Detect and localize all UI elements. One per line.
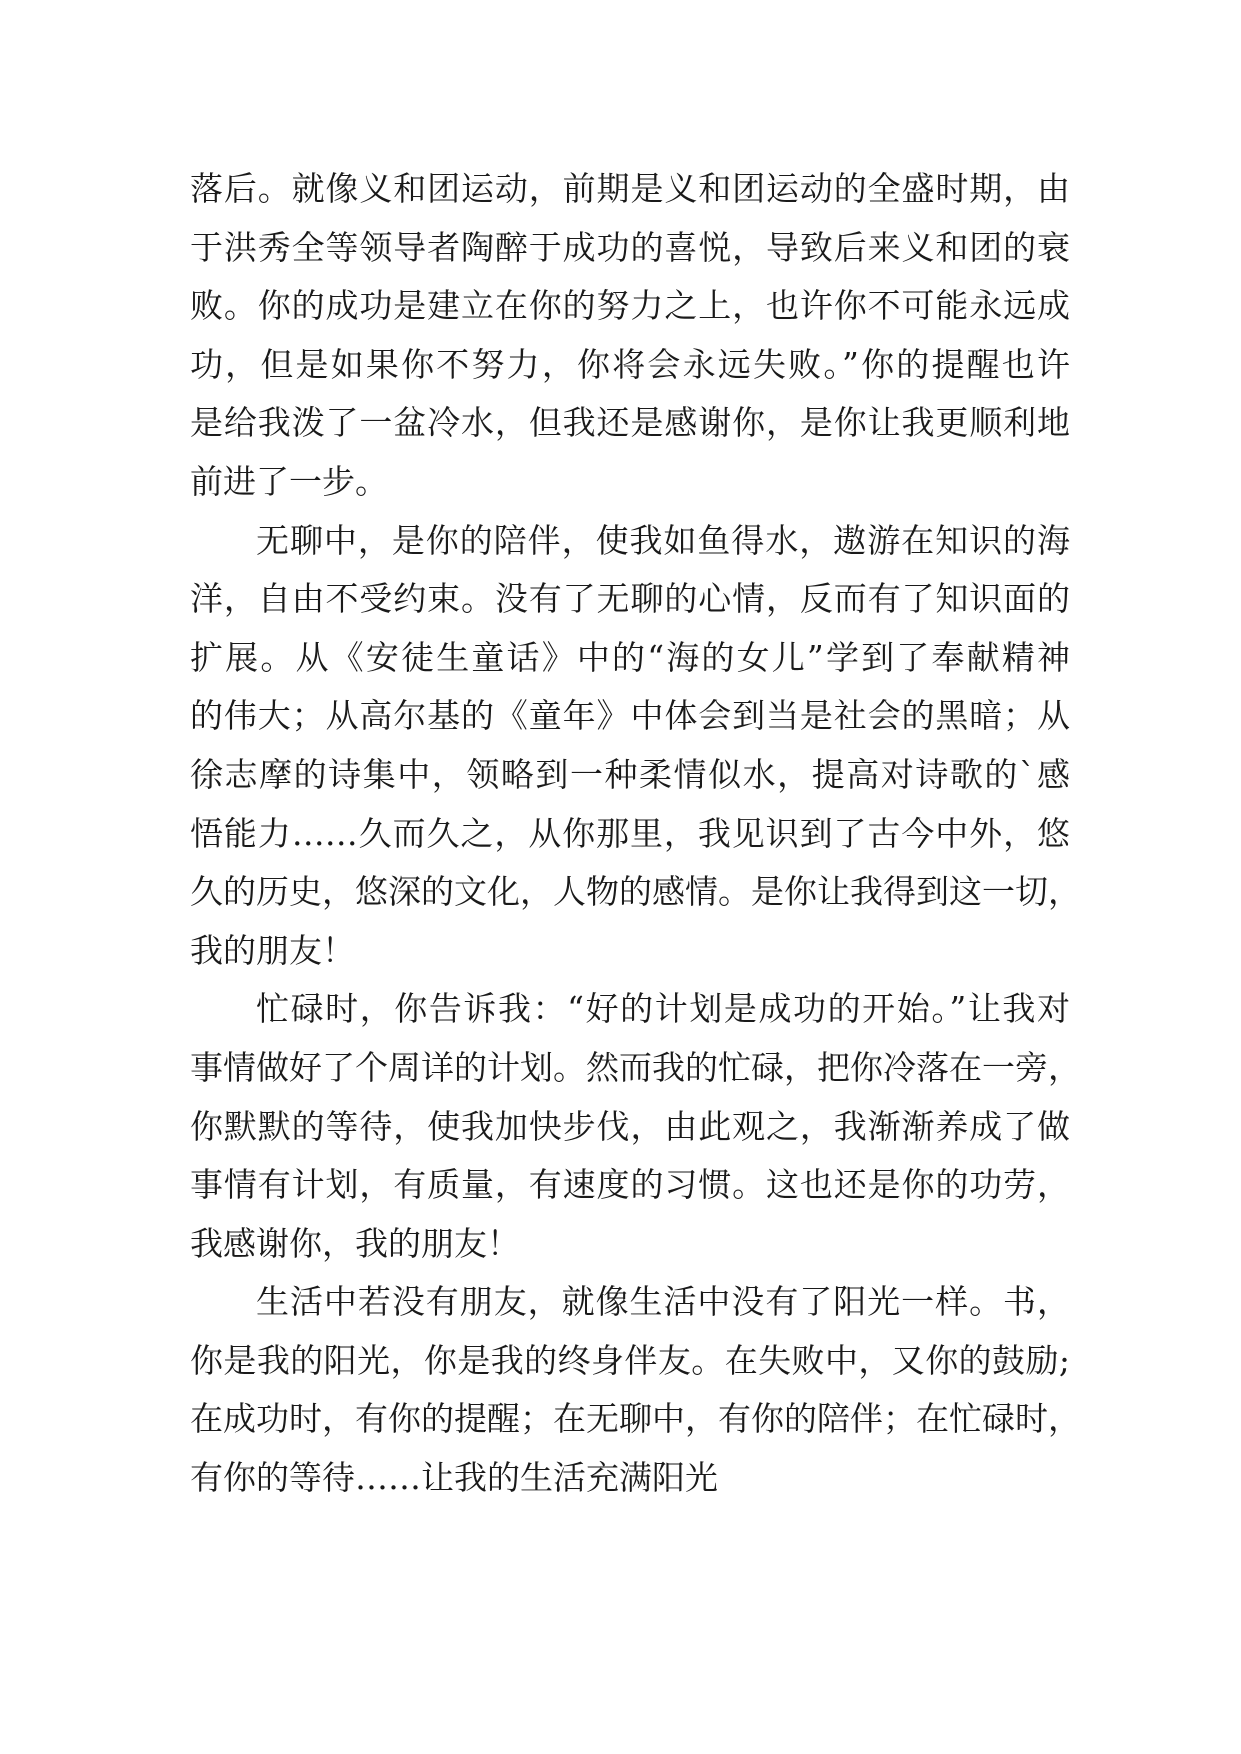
text-line: 洋，自由不受约束。没有了无聊的心情，反而有了知识面的 — [190, 579, 1070, 619]
text-line: 生活中若没有朋友，就像生活中没有了阳光一样。书， — [256, 1282, 1070, 1322]
text-line: 悟能力……久而久之，从你那里，我见识到了古今中外，悠 — [190, 813, 1070, 853]
text-line: 是给我泼了一盆冷水，但我还是感谢你，是你让我更顺利地 — [190, 403, 1070, 443]
text-line: 前进了一步。 — [190, 461, 388, 501]
paragraph-1 — [190, 160, 1070, 512]
text-line: 你默默的等待，使我加快步伐，由此观之，我渐渐养成了做 — [190, 1106, 1070, 1146]
text-line: 徐志摩的诗集中，领略到一种柔情似水，提高对诗歌的`感 — [190, 754, 1070, 794]
text-line: 有你的等待……让我的生活充满阳光 — [190, 1458, 718, 1498]
text-line: 我感谢你，我的朋友！ — [190, 1223, 520, 1263]
text-line: 我的朋友！ — [190, 930, 355, 970]
paragraph-2 — [190, 512, 1081, 981]
text-line: 久的历史，悠深的文化，人物的感情。是你让我得到这一切， — [190, 872, 1081, 912]
text-line: 败。你的成功是建立在你的努力之上，也许你不可能永远成 — [190, 286, 1070, 326]
text-line: 在成功时，有你的提醒；在无聊中，有你的陪伴；在忙碌时， — [190, 1399, 1081, 1439]
text-line: 功，但是如果你不努力，你将会永远失败。”你的提醒也许 — [190, 344, 1070, 384]
text-line: 忙碌时，你告诉我：“好的计划是成功的开始。”让我对 — [256, 989, 1070, 1029]
text-line: 事情做好了个周详的计划。然而我的忙碌，把你冷落在一旁， — [190, 1047, 1081, 1087]
paragraph-4 — [190, 1273, 1081, 1507]
text-line: 落后。就像义和团运动，前期是义和团运动的全盛时期，由 — [190, 169, 1070, 208]
text-line: 于洪秀全等领导者陶醉于成功的喜悦，导致后来义和团的衰 — [190, 227, 1070, 267]
text-line: 的伟大；从高尔基的《童年》中体会到当是社会的黑暗；从 — [190, 696, 1070, 736]
text-line: 事情有计划，有质量，有速度的习惯。这也还是你的功劳， — [190, 1165, 1070, 1205]
text-line: 无聊中，是你的陪伴，使我如鱼得水，遨游在知识的海 — [256, 520, 1070, 560]
text-line: 扩展。从《安徒生童话》中的“海的女儿”学到了奉献精神 — [190, 637, 1070, 677]
essay-body — [190, 160, 1081, 1508]
text-line: 你是我的阳光，你是我的终身伴友。在失败中，又你的鼓励; — [190, 1340, 1070, 1380]
paragraph-3 — [190, 980, 1081, 1273]
